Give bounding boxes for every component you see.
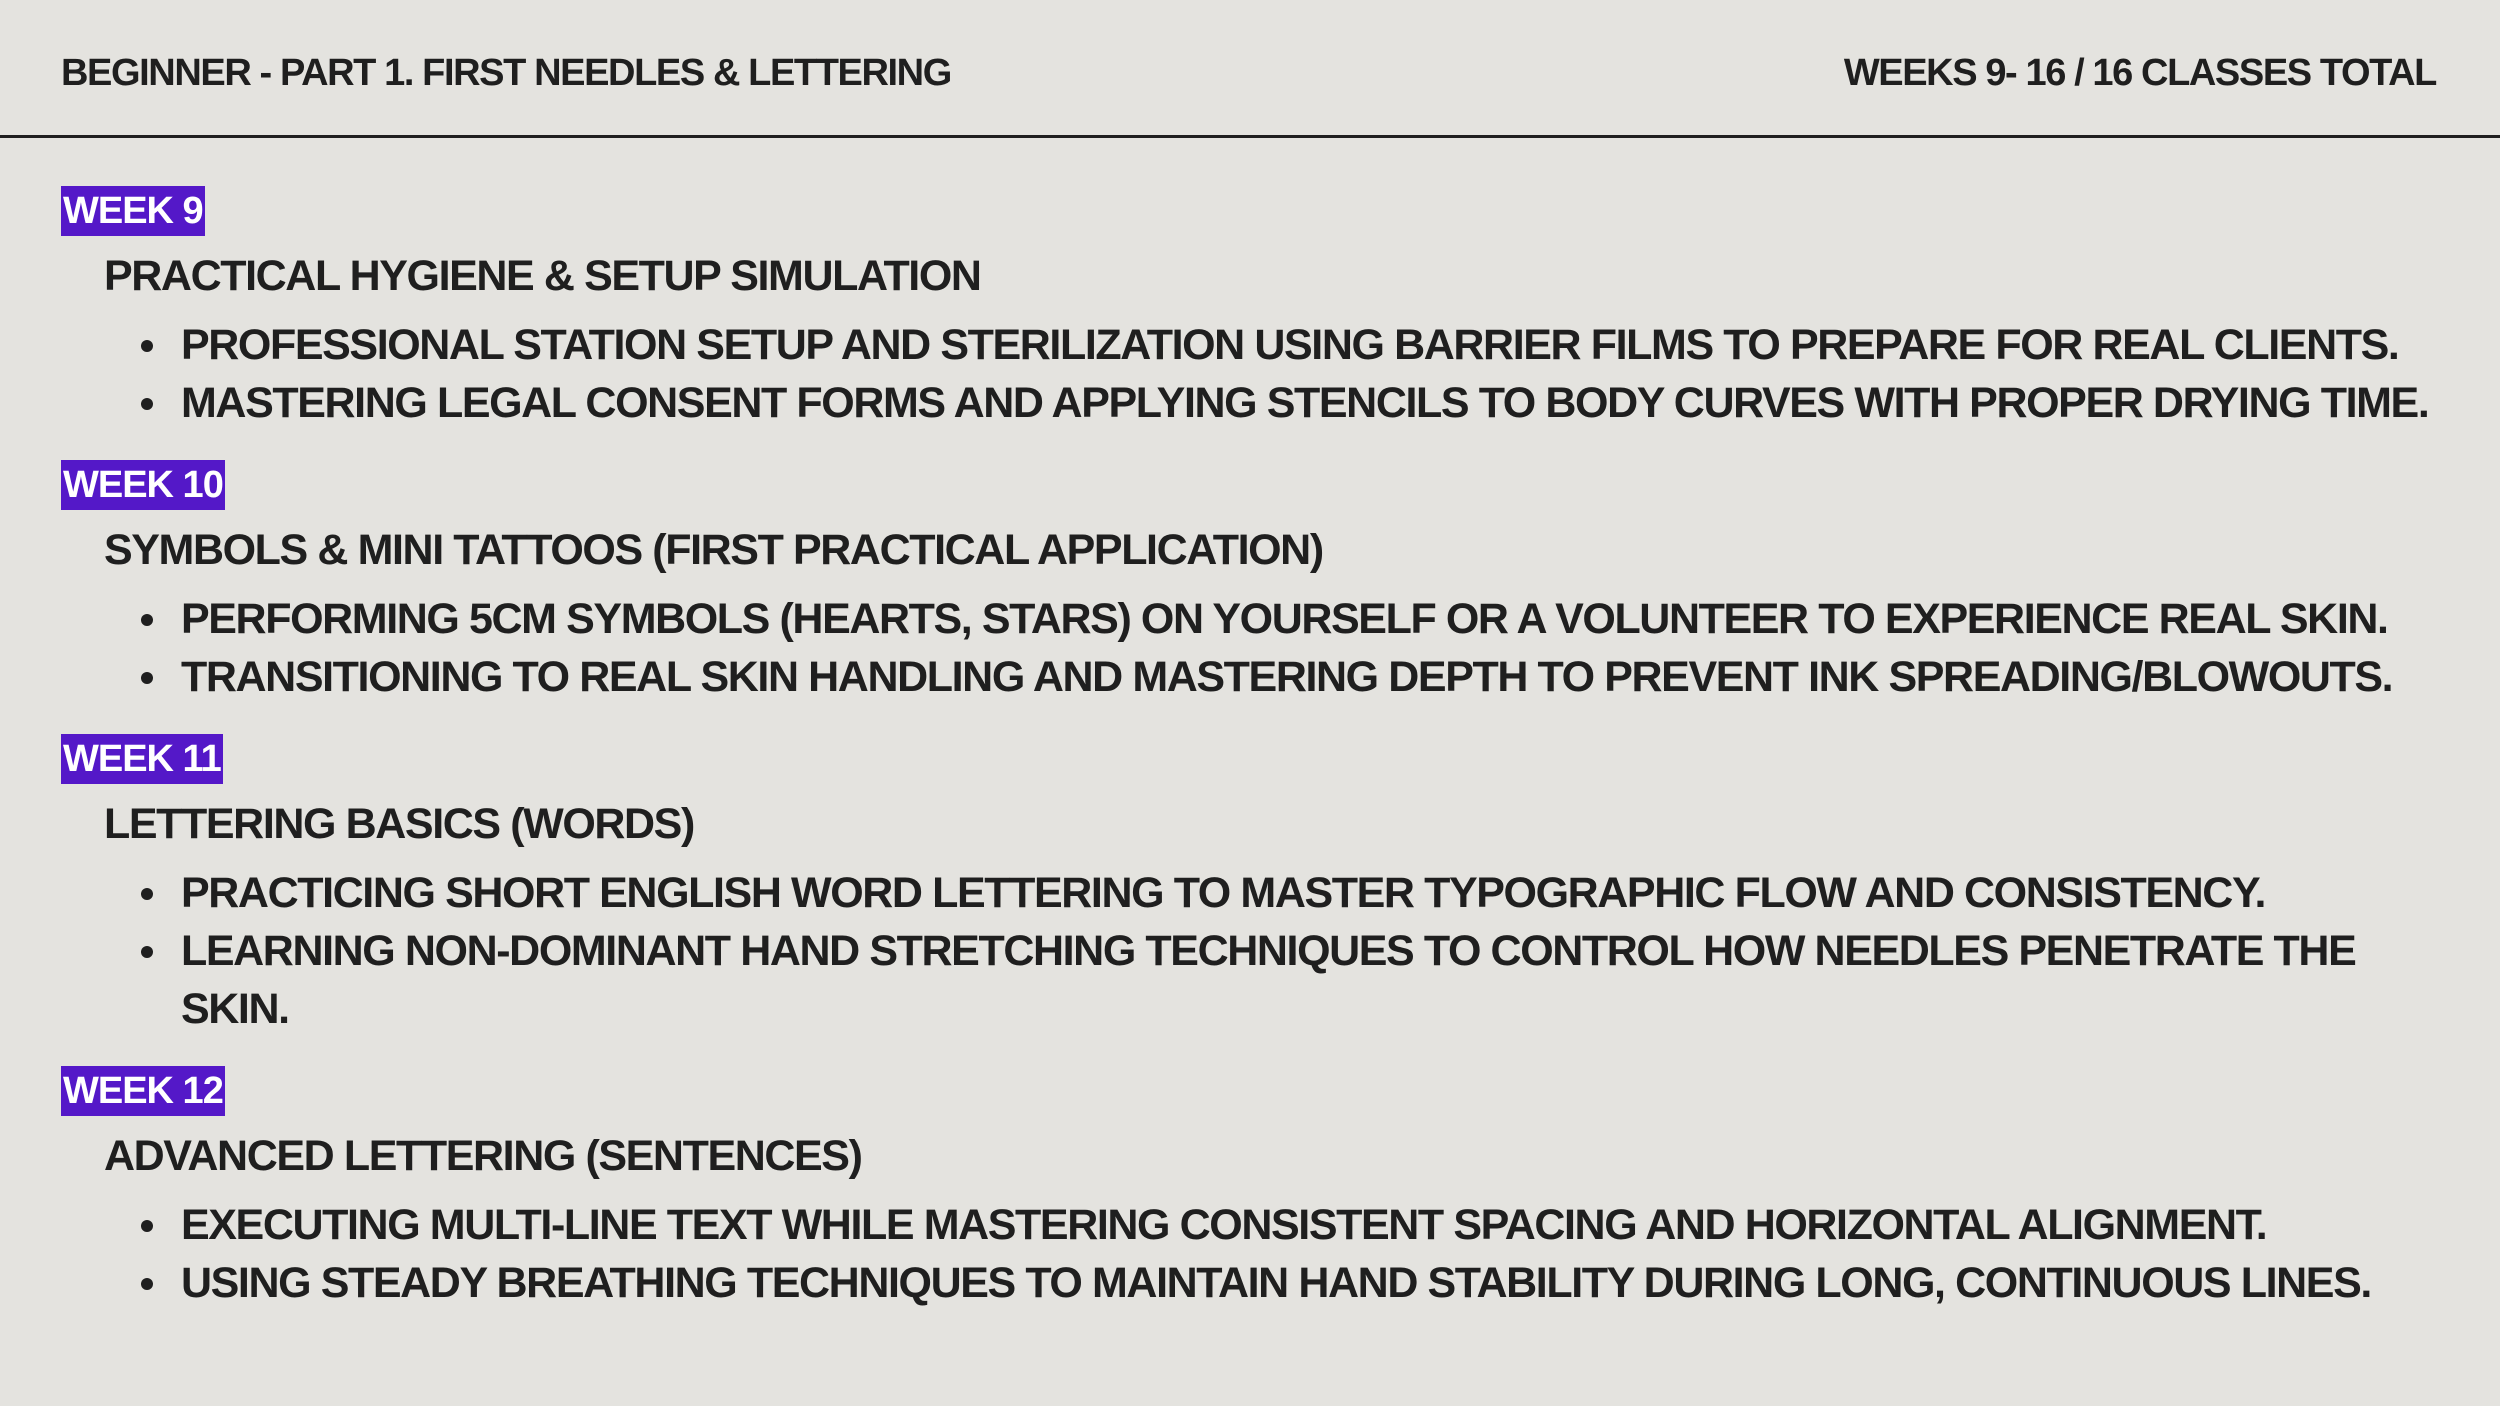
week-bullet-list	[61, 1196, 2461, 1312]
week-badge: WEEK 12	[61, 1066, 225, 1116]
course-schedule: WEEKS 9- 16 / 16 CLASSES TOTAL	[1843, 52, 2436, 94]
week-badge: WEEK 9	[61, 186, 205, 236]
week-bullet: PERFORMING 5CM SYMBOLS (HEARTS, STARS) ON YOURSELF OR A VOLUNTEER TO EXPERIENCE REAL SKIN.	[61, 590, 2461, 648]
page-header	[0, 0, 2500, 138]
week-bullet-list	[61, 590, 2461, 706]
week-badge: WEEK 11	[61, 734, 223, 784]
week-section-10	[61, 460, 2461, 706]
week-title: SYMBOLS & MINI TATTOOS (FIRST PRACTICAL APPLICATION)	[104, 526, 1323, 574]
week-bullet: MASTERING LEGAL CONSENT FORMS AND APPLYING STENCILS TO BODY CURVES WITH PROPER DRYING TIME.	[61, 374, 2461, 432]
week-section-9	[61, 186, 2461, 432]
week-bullet-list	[61, 864, 2461, 1038]
week-section-11	[61, 734, 2461, 1038]
week-bullet-list	[61, 316, 2461, 432]
week-bullet: EXECUTING MULTI-LINE TEXT WHILE MASTERING CONSISTENT SPACING AND HORIZONTAL ALIGNMENT.	[61, 1196, 2461, 1254]
week-title: LETTERING BASICS (WORDS)	[104, 800, 694, 848]
week-section-12	[61, 1066, 2461, 1312]
week-bullet: PRACTICING SHORT ENGLISH WORD LETTERING TO MASTER TYPOGRAPHIC FLOW AND CONSISTENCY.	[61, 864, 2461, 922]
week-title: ADVANCED LETTERING (SENTENCES)	[104, 1132, 862, 1180]
curriculum-list	[61, 186, 2461, 1340]
week-bullet: USING STEADY BREATHING TECHNIQUES TO MAINTAIN HAND STABILITY DURING LONG, CONTINUOUS LINES.	[61, 1254, 2461, 1312]
week-badge: WEEK 10	[61, 460, 225, 510]
week-title: PRACTICAL HYGIENE & SETUP SIMULATION	[104, 252, 981, 300]
course-title: BEGINNER - PART 1. FIRST NEEDLES & LETTERING	[61, 52, 951, 94]
week-bullet: TRANSITIONING TO REAL SKIN HANDLING AND MASTERING DEPTH TO PREVENT INK SPREADING/BLOWOUTS.	[61, 648, 2461, 706]
week-bullet: LEARNING NON-DOMINANT HAND STRETCHING TECHNIQUES TO CONTROL HOW NEEDLES PENETRATE THE SKIN.	[61, 922, 2461, 1038]
week-bullet: PROFESSIONAL STATION SETUP AND STERILIZATION USING BARRIER FILMS TO PREPARE FOR REAL CLIENTS.	[61, 316, 2461, 374]
